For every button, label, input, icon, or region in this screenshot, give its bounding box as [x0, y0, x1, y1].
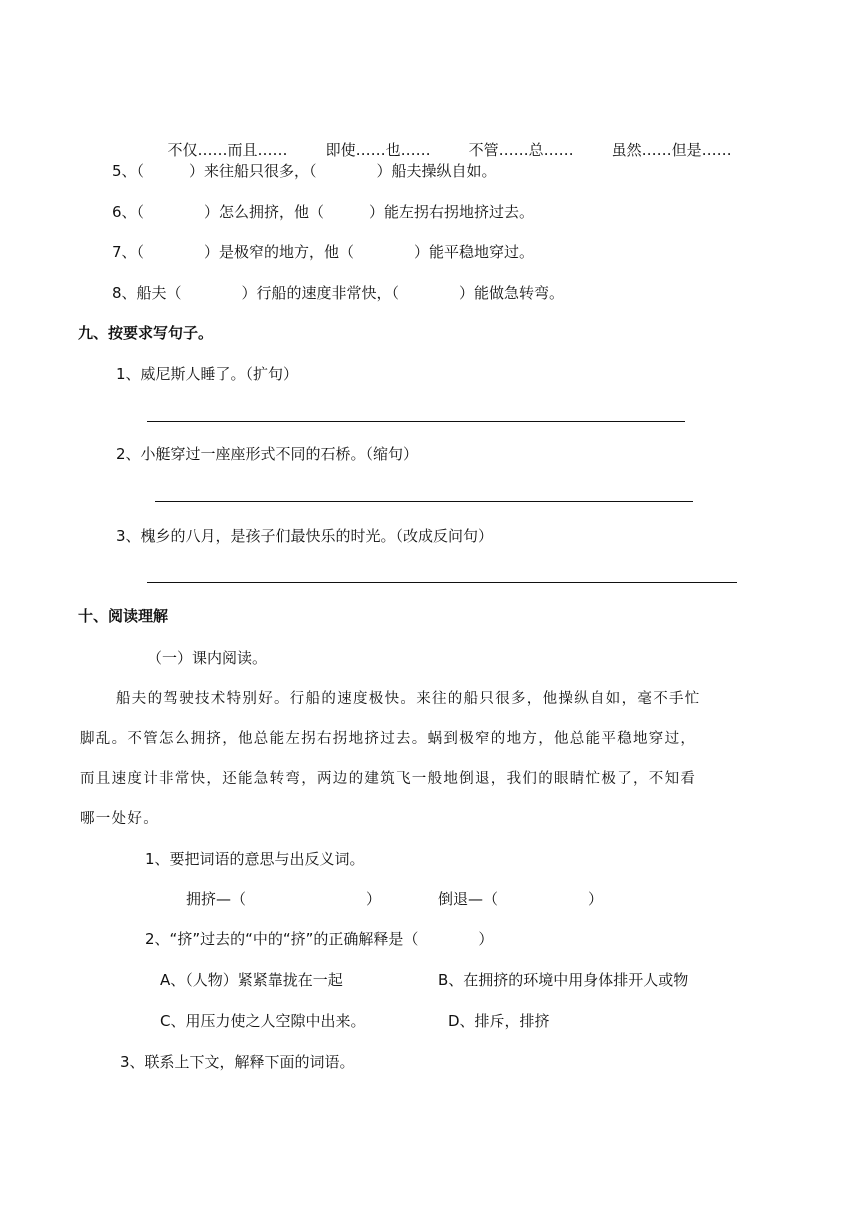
fill-blank-item-8: 8、船夫（ ）行船的速度非常快，（ ）能做急转弯。: [112, 284, 565, 302]
passage-line: 脚乱。不管怎么拥挤，他总能左拐右拐地挤过去。蜗到极窄的地方，他总能平稳地穿过，: [80, 731, 697, 747]
conjunction-option: 虽然……但是……: [611, 141, 732, 159]
fill-blank-item-6: 6、（ ）怎么拥挤，他（ ）能左拐右拐地挤过去。: [112, 203, 535, 221]
section-10-title: 十、阅读理解: [78, 607, 169, 625]
antonym-pair-1: 拥挤—（ ）: [186, 890, 382, 908]
passage-line: 船夫的驾驶技术特别好。行船的速度极快。来往的船只很多，他操纵自如，毫不手忙: [116, 691, 701, 707]
answer-line-2[interactable]: [155, 501, 693, 502]
answer-line-3[interactable]: [147, 582, 737, 583]
conjunction-option: 不仅……而且……: [167, 141, 288, 159]
option-c: C、用压力使之人空隙中出来。: [160, 1012, 366, 1030]
section-10-subtitle: （一）课内阅读。: [147, 649, 268, 667]
section-9-item-1: 1、威尼斯人睡了。（扩句）: [116, 365, 299, 383]
answer-line-1[interactable]: [147, 421, 685, 422]
question-2: 2、“挤”过去的“中的“挤”的正确解释是（ ）: [145, 930, 494, 948]
conjunction-options: [158, 120, 732, 160]
option-a: A、（人物）紧紧靠拢在一起: [160, 971, 343, 989]
section-9-item-3: 3、槐乡的八月，是孩子们最快乐的时光。（改成反问句）: [116, 527, 494, 545]
question-3: 3、联系上下文，解释下面的词语。: [120, 1053, 355, 1071]
fill-blank-item-5: 5、（ ）来往船只很多，（ ）船夫操纵自如。: [112, 162, 497, 180]
conjunction-option: 不管……总……: [468, 141, 574, 159]
option-b: B、在拥挤的环境中用身体排开人或物: [438, 971, 689, 989]
section-9-item-2: 2、小艇穿过一座座形式不同的石桥。（缩句）: [116, 445, 419, 463]
passage-line: 而且速度计非常快，还能急转弯，两边的建筑飞一般地倒退，我们的眼睛忙极了，不知看: [80, 771, 697, 787]
antonym-pair-2: 倒退—（ ）: [438, 890, 604, 908]
option-d: D、排斥，排挤: [448, 1012, 550, 1030]
passage-line: 哪一处好。: [80, 811, 159, 827]
section-9-title: 九、按要求写句子。: [78, 324, 214, 342]
conjunction-option: 即使……也……: [325, 141, 431, 159]
question-1: 1、要把词语的意思与出反义词。: [145, 850, 365, 868]
fill-blank-item-7: 7、（ ）是极窄的地方，他（ ）能平稳地穿过。: [112, 243, 535, 261]
